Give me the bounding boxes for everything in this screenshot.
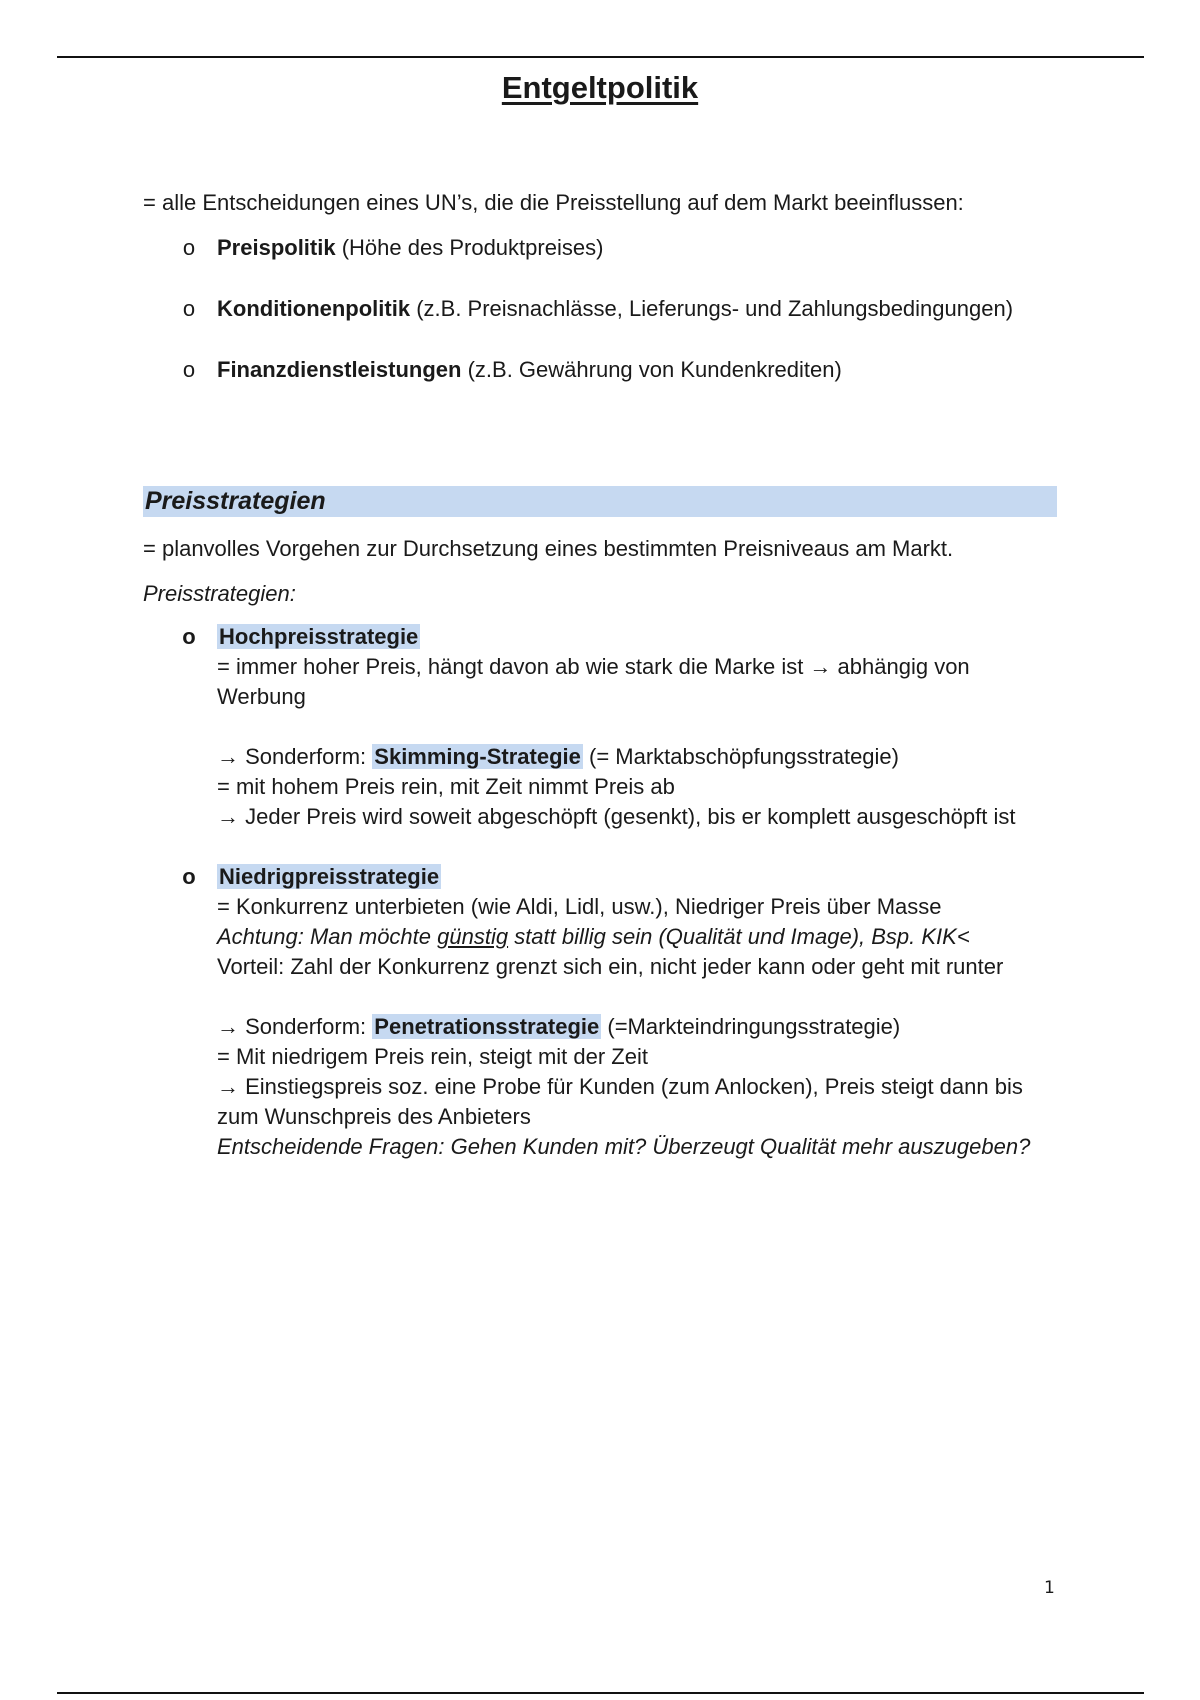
- list-item: [143, 233, 1058, 263]
- page-title: Entgeltpolitik: [501, 70, 699, 105]
- strategy-niedrig: [143, 862, 1058, 1162]
- strategy-list: [143, 622, 1058, 1162]
- sonderform-prefix: → Sonderform:: [217, 744, 373, 769]
- intro-list: [143, 233, 1058, 385]
- sonderform-prefix: → Sonderform:: [217, 1014, 373, 1039]
- achtung-post: statt billig sein (Qualität und Image), Bsp. KIK<: [508, 924, 970, 949]
- section-sublabel: Preisstrategien:: [143, 581, 296, 606]
- section-heading: Preisstrategien: [143, 486, 1057, 517]
- achtung-underlined: günstig: [437, 924, 509, 949]
- sonderform-term: Penetrationsstrategie: [374, 1014, 600, 1039]
- item-term: Konditionenpolitik: [217, 296, 411, 321]
- list-item: [143, 355, 1058, 385]
- bullet-circle-icon: o: [182, 624, 196, 649]
- sonderform-line: [217, 1012, 1058, 1042]
- strategy-term: Niedrigpreisstrategie: [219, 864, 440, 889]
- strategy-line: = immer hoher Preis, hängt davon ab wie stark die Marke ist → abhängig von Werbung: [217, 654, 970, 709]
- intro-definition: = alle Entscheidungen eines UN’s, die die Preisstellung auf dem Markt beeinflussen:: [143, 190, 964, 215]
- strategy-term: Hochpreisstrategie: [219, 624, 419, 649]
- strategy-line: = mit hohem Preis rein, mit Zeit nimmt Preis ab: [217, 774, 675, 799]
- fragen-line: Entscheidende Fragen: Gehen Kunden mit? Überzeugt Qualität mehr auszugeben?: [217, 1134, 1031, 1159]
- strategies-section: [143, 534, 1058, 1162]
- item-term: Preispolitik: [217, 235, 336, 260]
- strategy-line: = Mit niedrigem Preis rein, steigt mit der Zeit: [217, 1044, 648, 1069]
- bottom-rule: [57, 1692, 1144, 1694]
- item-desc: (z.B. Gewährung von Kundenkrediten): [467, 357, 842, 382]
- top-rule: [57, 56, 1144, 58]
- section-definition: = planvolles Vorgehen zur Durchsetzung eines bestimmten Preisniveaus am Markt.: [143, 536, 954, 561]
- bullet-circle-icon: o: [182, 864, 196, 889]
- item-term: Finanzdienstleistungen: [217, 357, 462, 382]
- strategy-line: = Konkurrenz unterbieten (wie Aldi, Lidl, usw.), Niedriger Preis über Masse: [217, 894, 942, 919]
- strategy-line: → Jeder Preis wird soweit abgeschöpft (gesenkt), bis er komplett ausgeschöpft ist: [217, 804, 1016, 829]
- intro-section: [143, 188, 1058, 416]
- page-number: 1: [1044, 1578, 1055, 1598]
- item-desc: (z.B. Preisnachlässe, Lieferungs- und Zahlungsbedingungen): [416, 296, 1014, 321]
- sonderform-term: Skimming-Strategie: [374, 744, 581, 769]
- list-item: [143, 294, 1058, 324]
- sonderform-line: [217, 742, 1058, 772]
- strategy-hoch: [143, 622, 1058, 862]
- strategy-line: → Einstiegspreis soz. eine Probe für Kunden (zum Anlocken), Preis steigt dann bis zum Wunschpreis des Anbieters: [217, 1074, 1023, 1129]
- achtung-line: [217, 922, 1058, 952]
- bullet-circle-icon: o: [182, 235, 196, 260]
- sonderform-suffix: (=Markteindringungsstrategie): [601, 1014, 901, 1039]
- bullet-circle-icon: o: [182, 296, 196, 321]
- item-desc: (Höhe des Produktpreises): [341, 235, 604, 260]
- vorteil-line: Vorteil: Zahl der Konkurrenz grenzt sich ein, nicht jeder kann oder geht mit runter: [217, 954, 1004, 979]
- bullet-circle-icon: o: [182, 357, 196, 382]
- sonderform-suffix: (= Marktabschöpfungsstrategie): [582, 744, 899, 769]
- achtung-pre: Achtung: Man möchte: [217, 924, 438, 949]
